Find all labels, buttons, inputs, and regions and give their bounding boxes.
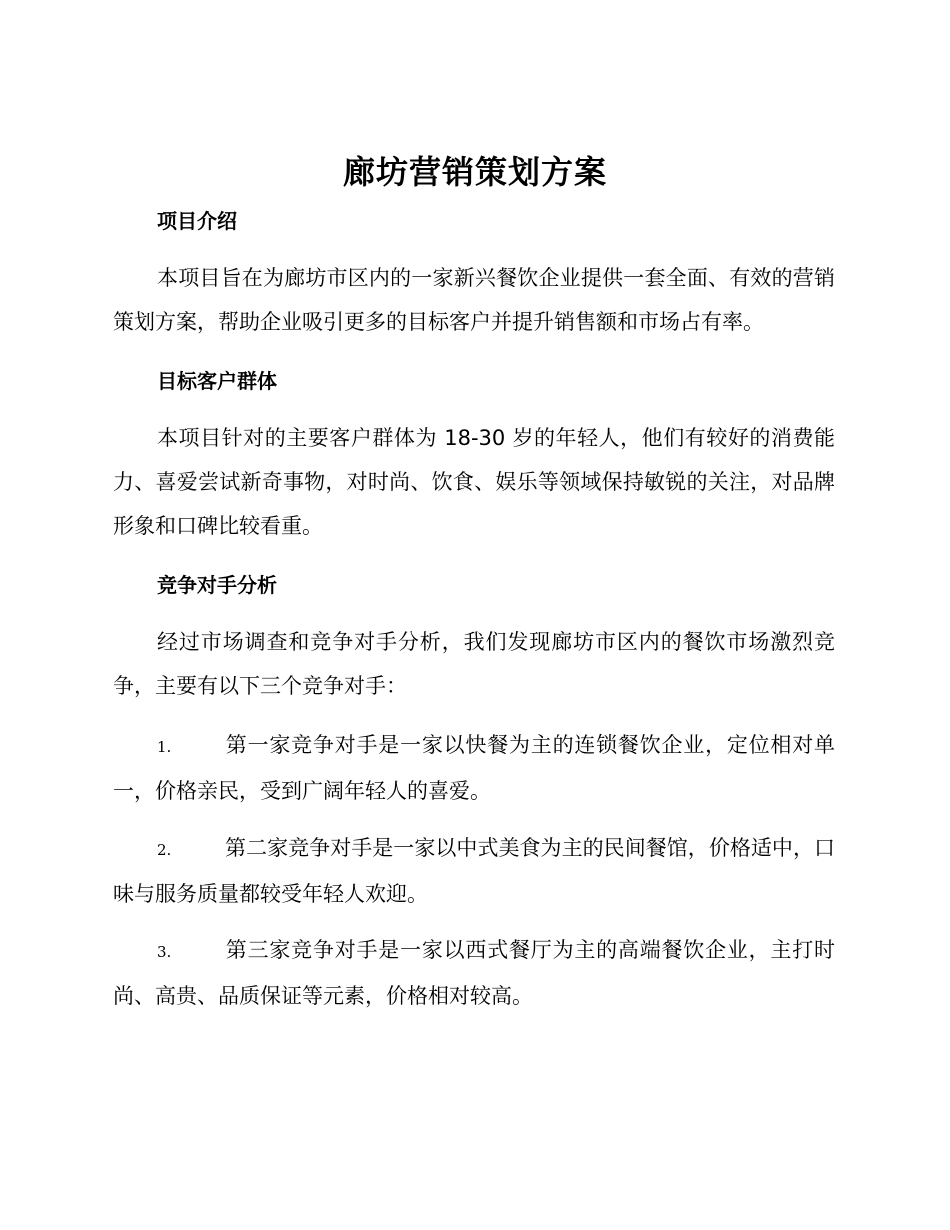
section-paragraph-project-intro: 本项目旨在为廊坊市区内的一家新兴餐饮企业提供一套全面、有效的营销策划方案，帮助企业吸引更多的目标客户并提升销售额和市场占有率。	[113, 266, 835, 334]
list-item	[113, 723, 835, 813]
list-item-text: 第三家竞争对手是一家以西式餐厅为主的高端餐饮企业，主打时尚、高贵、品质保证等元素，价格相对较高。	[113, 938, 835, 1008]
section-heading-project-intro: 项目介绍	[157, 209, 237, 233]
list-item-number: 3.	[157, 943, 172, 961]
list-item-number: 1.	[157, 738, 172, 756]
list-item-text: 第二家竞争对手是一家以中式美食为主的民间餐馆，价格适中，口味与服务质量都较受年轻人欢迎。	[113, 836, 835, 906]
page-title: 廊坊营销策划方案	[342, 153, 607, 191]
section-heading-target-customers: 目标客户群体	[157, 369, 277, 393]
section-heading-competitor-analysis: 竞争对手分析	[157, 573, 277, 597]
list-item	[113, 826, 835, 916]
section-paragraph-competitor-analysis: 经过市场调查和竞争对手分析，我们发现廊坊市区内的餐饮市场激烈竞争，主要有以下三个竞争对手：	[113, 630, 835, 698]
list-item	[113, 928, 835, 1018]
section-paragraph-target-customers: 本项目针对的主要客户群体为 18-30 岁的年轻人，他们有较好的消费能力、喜爱尝试新奇事物，对时尚、饮食、娱乐等领域保持敏锐的关注，对品牌形象和口碑比较看重。	[113, 426, 835, 538]
list-item-number: 2.	[157, 841, 172, 859]
list-item-text: 第一家竞争对手是一家以快餐为主的连锁餐饮企业，定位相对单一，价格亲民，受到广阔年轻人的喜爱。	[113, 733, 835, 803]
